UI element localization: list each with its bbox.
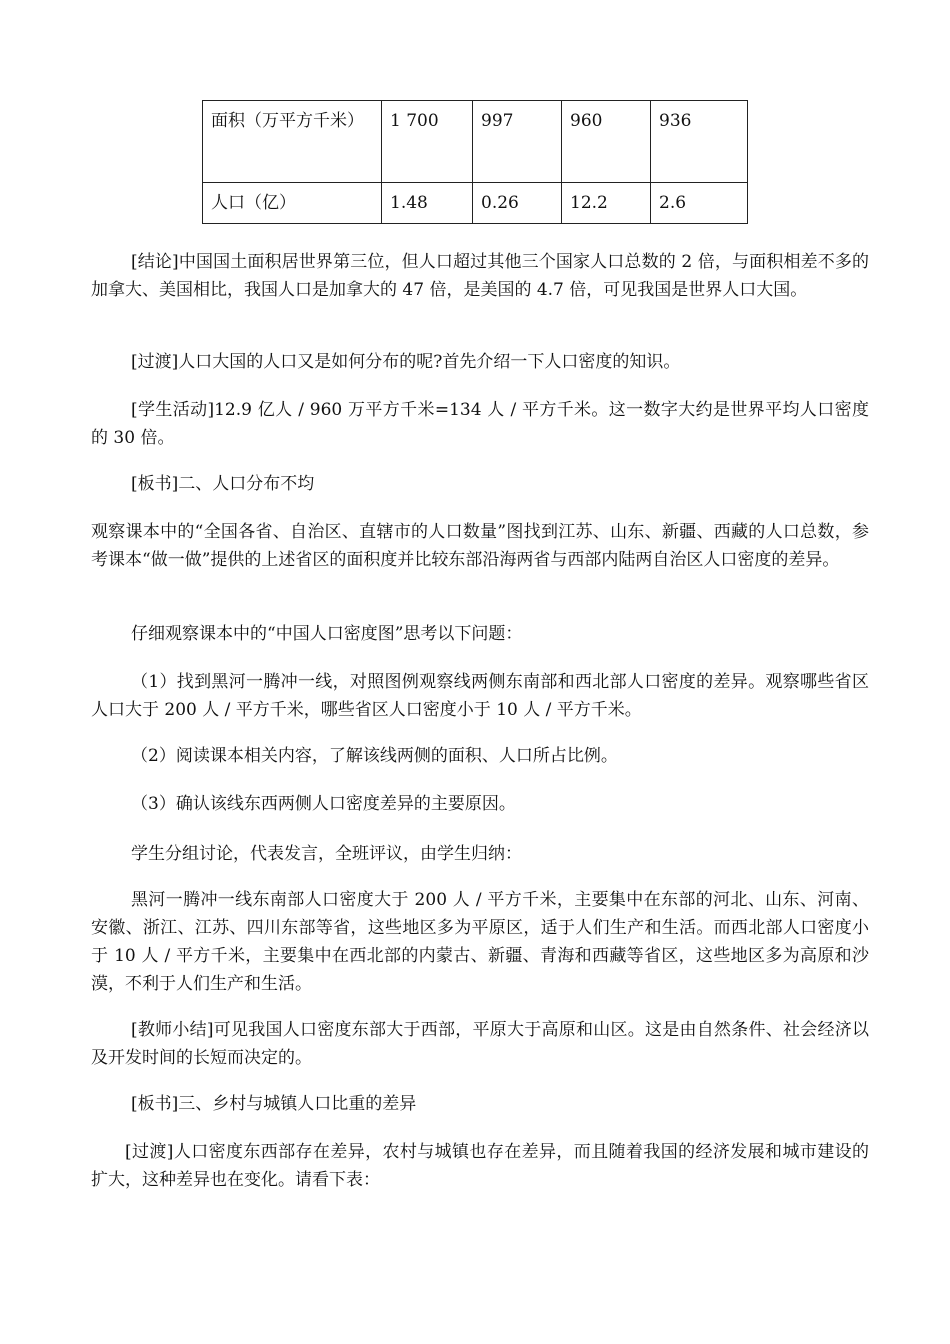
paragraph-teacher-summary: [教师小结]可见我国人口密度东部大于西部，平原大于高原和山区。这是由自然条件、社会经济以及开发时间的长短而决定的。 [91,1020,869,1068]
paragraph-question-1: （1）找到黑河一腾冲一线，对照图例观察线两侧东南部和西北部人口密度的差异。观察哪些省区人口大于 200 人 / 平方千米，哪些省区人口密度小于 10 人 / 平方千米。 [91,672,869,720]
table-row-area [203,101,748,183]
table-cell: 960 [562,101,651,183]
table-cell: 0.26 [473,183,562,224]
paragraph-density-map: 仔细观察课本中的“中国人口密度图”思考以下问题： [131,624,523,644]
table-cell: 面积（万平方千米） [203,101,382,183]
table-cell: 936 [651,101,748,183]
paragraph-group-discussion: 学生分组讨论，代表发言，全班评议，由学生归纳： [131,844,522,864]
paragraph-question-2: （2）阅读课本相关内容，了解该线两侧的面积、人口所占比例。 [131,746,618,766]
table-cell: 997 [473,101,562,183]
paragraph-board-heading-3: [板书]三、乡村与城镇人口比重的差异 [131,1094,417,1114]
paragraph-question-3: （3）确认该线东西两侧人口密度差异的主要原因。 [131,794,516,814]
table-cell: 人口（亿） [203,183,382,224]
paragraph-observe-textbook: 观察课本中的“全国各省、自治区、直辖市的人口数量”图找到江苏、山东、新疆、西藏的人口总数，参考课本“做一做”提供的上述省区的面积度并比较东部沿海两省与西部内陆两自治区人口密度的差异。 [91,522,869,570]
table-cell: 2.6 [651,183,748,224]
paragraph-conclusion: [结论]中国国土面积居世界第三位，但人口超过其他三个国家人口总数的 2 倍，与面积相差不多的加拿大、美国相比，我国人口是加拿大的 47 倍，是美国的 4.7 倍，可见我国是世界人口大国。 [91,252,869,300]
paragraph-transition-2: [过渡]人口密度东西部存在差异，农村与城镇也存在差异，而且随着我国的经济发展和城市建设的扩大，这种差异也在变化。请看下表： [91,1142,869,1190]
table-cell: 1 700 [382,101,473,183]
paragraph-student-activity: [学生活动]12.9 亿人 / 960 万平方千米=134 人 / 平方千米。这一数字大约是世界平均人口密度的 30 倍。 [91,400,869,448]
table-cell: 1.48 [382,183,473,224]
table-row-population [203,183,748,224]
area-population-table [202,100,748,224]
paragraph-summary: 黑河一腾冲一线东南部人口密度大于 200 人 / 平方千米，主要集中在东部的河北、山东、河南、安徽、浙江、江苏、四川东部等省，这些地区多为平原区，适于人们生产和生活。而西北部人口密度小于 10 人 / 平方千米，主要集中在西北部的内蒙古、新疆、青海和西藏等省区，这些地区多为高原和沙漠，不利于人们生产和生活。 [91,890,869,994]
table-cell: 12.2 [562,183,651,224]
paragraph-board-heading-2: [板书]二、人口分布不均 [131,474,315,494]
paragraph-transition: [过渡]人口大国的人口又是如何分布的呢?首先介绍一下人口密度的知识。 [131,352,681,372]
